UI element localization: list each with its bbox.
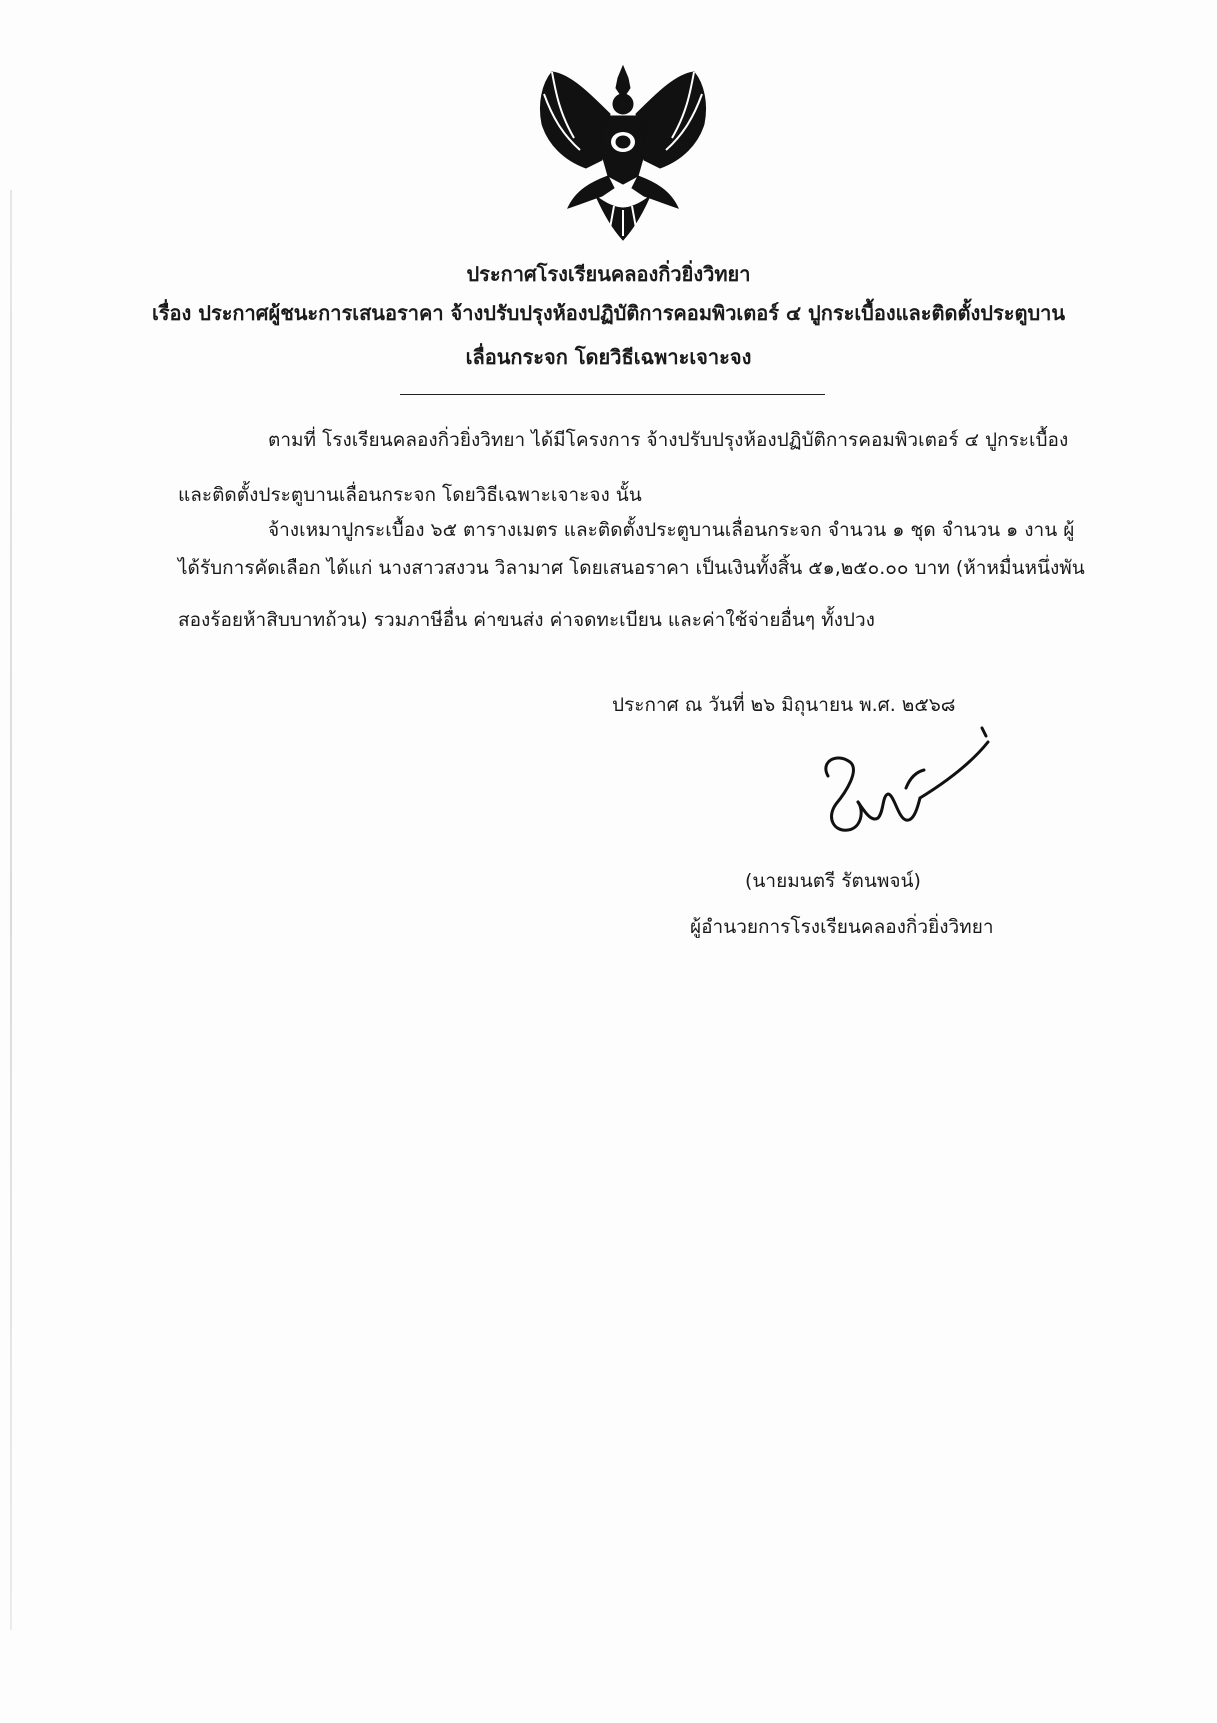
paragraph-2-line-3: สองร้อยห้าสิบบาทถ้วน) รวมภาษีอื่น ค่าขนส่ง ค่าจดทะเบียน และค่าใช้จ่ายอื่นๆ ทั้งปวง [178,609,875,631]
scan-edge [10,190,12,1630]
paragraph-2-line-2: ได้รับการคัดเลือก ได้แก่ นางสาวสงวน วิลามาศ โดยเสนอราคา เป็นเงินทั้งสิ้น ๕๑,๒๕๐.๐๐ บาท (ห้าหมื่นหนึ่งพัน [178,557,1085,579]
paragraph-1-line-2: และติดตั้งประตูบานเลื่อนกระจก โดยวิธีเฉพาะเจาะจง นั้น [178,484,642,506]
signatory-name: (นายมนตรี รัตนพจน์) [745,870,921,892]
subject-line-continued: เลื่อนกระจก โดยวิธีเฉพาะเจาะจง [465,345,752,369]
subject-line: เรื่อง ประกาศผู้ชนะการเสนอราคา จ้างปรับปรุงห้องปฏิบัติการคอมพิวเตอร์ ๔ ปูกระเบื้องและติดตั้งประตูบาน [151,301,1066,325]
announcement-date: ประกาศ ณ วันที่ ๒๖ มิถุนายน พ.ศ. ๒๕๖๘ [612,694,956,716]
heading-divider [400,394,825,395]
handwritten-signature [806,722,996,852]
paragraph-2-line-1: จ้างเหมาปูกระเบื้อง ๖๕ ตารางเมตร และติดตั้งประตูบานเลื่อนกระจก จำนวน ๑ ชุด จำนวน ๑ งาน ผู้ [268,519,1075,541]
paragraph-1-line-1: ตามที่ โรงเรียนคลองกิ่วยิ่งวิทยา ได้มีโครงการ จ้างปรับปรุงห้องปฏิบัติการคอมพิวเตอร์ ๔ ปูกระเบื้อง [268,429,1069,451]
announcement-heading: ประกาศโรงเรียนคลองกิ่วยิ่งวิทยา [466,262,751,286]
garuda-emblem-icon [530,64,716,244]
signatory-title: ผู้อำนวยการโรงเรียนคลองกิ่วยิ่งวิทยา [690,916,994,938]
